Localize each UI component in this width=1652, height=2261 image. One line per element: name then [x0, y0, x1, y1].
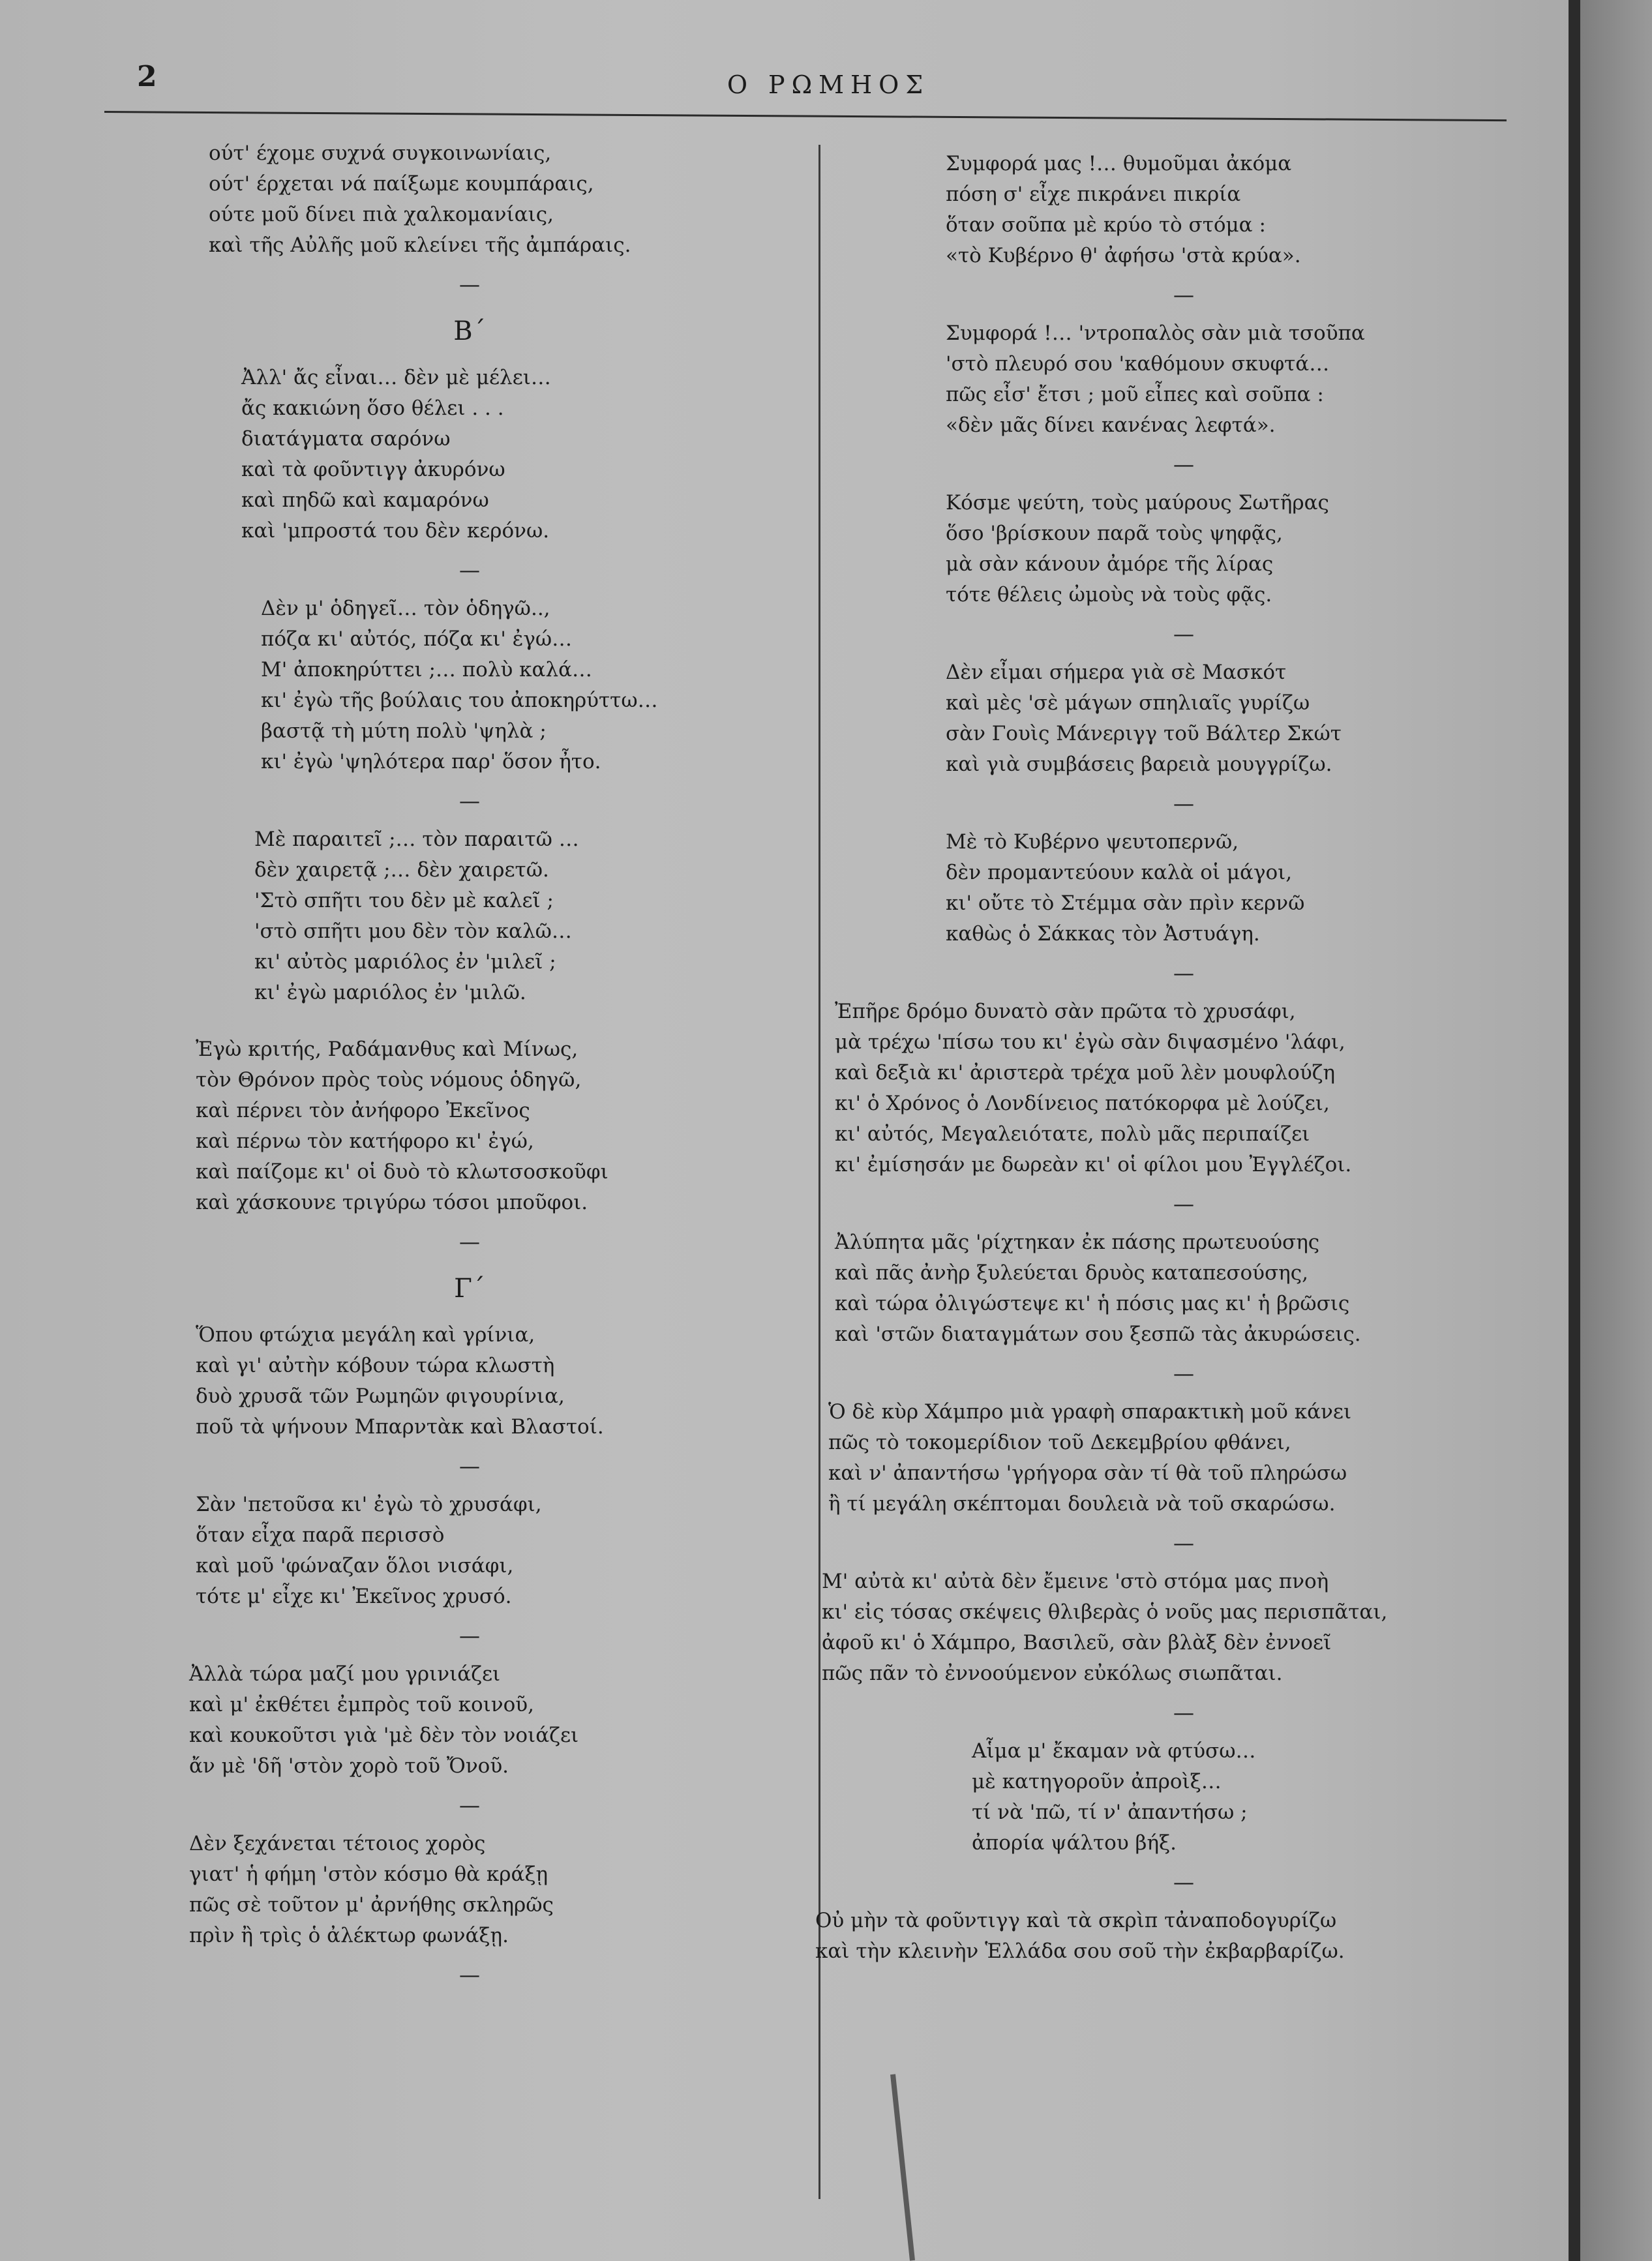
right-stanza-4 [946, 657, 1552, 780]
verse-line: Δὲν εἶμαι σήμερα γιὰ σὲ Μασκότ [946, 661, 1287, 684]
left-stanza-4 [254, 824, 770, 1008]
stanza-gap [170, 1008, 770, 1034]
verse-line: πῶς εἶσ' ἔτσι ; μοῦ εἶπες καὶ σοῦπα : [946, 383, 1324, 406]
separator-dash: — [459, 272, 480, 297]
right-stanza-10 [972, 1736, 1552, 1859]
verse-line: διατάγματα σαρόνω [241, 427, 451, 451]
verse-line: Συμφορά μας !… θυμοῦμαι ἀκόμα [946, 152, 1292, 175]
verse-line: Μ' αὐτὰ κι' αὐτὰ δὲν ἔμεινε 'στὸ στόμα μας πνοὴ [822, 1570, 1329, 1593]
verse-line: Κόσμε ψεύτη, τοὺς μαύρους Σωτῆρας [946, 491, 1329, 515]
verse-line: Σὰν 'πετοῦσα κι' ἐγὼ τὸ χρυσάφι, [196, 1493, 542, 1516]
verse-line: Συμφορά !… 'ντροπαλὸς σὰν μιὰ τσοῦπα [946, 322, 1365, 345]
verse-line: κι' ἐγὼ μαριόλος ἐν 'μιλῶ. [254, 981, 526, 1004]
verse-line: κι' ἐγὼ 'ψηλότερα παρ' ὅσον ἦτο. [261, 750, 601, 773]
verse-line: τί νὰ 'πῶ, τί ν' ἀπαντήσω ; [972, 1801, 1248, 1824]
verse-line: Ἐγὼ κριτής, Ραδάμανθυς καὶ Μίνως, [196, 1038, 578, 1061]
verse-line: καὶ 'μπροστά του δὲν κερόνω. [241, 519, 550, 543]
separator-dash: — [1173, 1700, 1194, 1725]
verse-line: «τὸ Κυβέρνο θ' ἀφήσω 'στὰ κρύα». [946, 244, 1301, 267]
verse-line: ούτ' έχομε συχνά συγκοινωνίαις, [209, 142, 552, 165]
separator-dash: — [1173, 452, 1194, 477]
verse-line: καὶ πέρνει τὸν ἀνήφορο Ἐκεῖνος [196, 1099, 530, 1122]
verse-line: καὶ δεξιὰ κι' ἀριστερὰ τρέχα μοῦ λὲν μουφλούζη [835, 1061, 1336, 1085]
left-column [170, 138, 770, 1998]
section-heading-c: Γ΄ [454, 1274, 485, 1304]
verse-line: κι' οὔτε τὸ Στέμμα σὰν πρὶν κερνῶ [946, 891, 1305, 915]
separator-dash: — [1173, 1870, 1194, 1894]
verse-line: μὰ τρέχω 'πίσω του κι' ἐγὼ σὰν διψασμένο 'λάφι, [835, 1030, 1345, 1054]
verse-line: ὅταν εἶχα παρᾶ περισσὸ [196, 1523, 445, 1547]
left-stanza-9 [189, 1829, 770, 1951]
verse-line: ἀπορία ψάλτου βήξ. [972, 1831, 1177, 1855]
verse-line: καὶ τὴν κλεινὴν Ἑλλάδα σου σοῦ τὴν ἐκβαρβαρίζω. [815, 1939, 1345, 1963]
verse-line: καὶ γιὰ συμβάσεις βαρειὰ μουγγρίζω. [946, 753, 1332, 776]
left-stanza-6 [196, 1320, 770, 1443]
verse-line: 'Στὸ σπῆτι του δὲν μὲ καλεῖ ; [254, 889, 554, 912]
separator-dash: — [1173, 621, 1194, 646]
running-head-title: Ο ΡΩΜΗΟΣ [727, 70, 930, 99]
verse-line: Αἷμα μ' ἔκαμαν νὰ φτύσω… [972, 1739, 1256, 1763]
left-stanza-3 [261, 593, 770, 777]
verse-line: καὶ γι' αὐτὴν κόβουν τώρα κλωστὴ [196, 1354, 555, 1377]
right-stanza-1 [946, 149, 1552, 271]
verse-line: ούτε μοῦ δίνει πιὰ χαλκομανίαις, [209, 203, 554, 226]
verse-line: κι' ὁ Χρόνος ὁ Λονδίνειος πατόκορφα μὲ λούζει, [835, 1092, 1330, 1115]
right-stanza-5 [946, 827, 1552, 950]
right-stanza-8 [828, 1397, 1552, 1520]
verse-line: Οὐ μὴν τὰ φοῦντιγγ καὶ τὰ σκρὶπ τἀναποδογυρίζω [815, 1909, 1337, 1932]
verse-line: Ἐπῆρε δρόμο δυνατὸ σὰν πρῶτα τὸ χρυσάφι, [835, 1000, 1296, 1023]
verse-line: πῶς τὸ τοκομερίδιον τοῦ Δεκεμβρίου φθάνει, [828, 1431, 1291, 1454]
verse-line: καὶ τώρα ὀλιγώστεψε κι' ἡ πόσις μας κι' ἡ βρῶσις [835, 1292, 1350, 1315]
verse-line: ποῦ τὰ ψήνουν Μπαρντὰκ καὶ Βλαστοί. [196, 1415, 604, 1439]
separator-dash: — [1173, 1531, 1194, 1555]
right-stanza-3 [946, 488, 1552, 610]
verse-line: πρὶν ἢ τρὶς ὁ ἀλέκτωρ φωνάξῃ. [189, 1924, 509, 1947]
verse-line: Ἀλλ' ἄς εἶναι… δὲν μὲ μέλει… [241, 366, 551, 389]
verse-line: πῶς σὲ τοῦτον μ' ἀρνήθης σκληρῶς [189, 1893, 554, 1917]
verse-line: Δὲν ξεχάνεται τέτοιος χορὸς [189, 1832, 486, 1855]
verse-line: Ὁ δὲ κὺρ Χάμπρο μιὰ γραφὴ σπαρακτικὴ μοῦ κάνει [828, 1400, 1352, 1424]
verse-line: πόζα κι' αὐτός, πόζα κι' ἐγώ… [261, 627, 573, 651]
verse-line: καὶ πᾶς ἀνὴρ ξυλεύεται δρυὸς καταπεσούσης, [835, 1261, 1308, 1285]
verse-line: ἢ τί μεγάλη σκέπτομαι δουλειὰ νὰ τοῦ σκαρώσω. [828, 1492, 1336, 1516]
left-stanza-2 [241, 363, 770, 547]
verse-line: κι' εἰς τόσας σκέψεις θλιβερὰς ὁ νοῦς μας περισπᾶται, [822, 1600, 1388, 1624]
verse-line: κι' ἐμίσησάν με δωρεὰν κι' οἱ φίλοι μου Ἐγγλέζοι. [835, 1153, 1352, 1176]
verse-line: Ἀλλὰ τώρα μαζί μου γρινιάζει [189, 1662, 501, 1686]
separator-dash: — [1173, 1191, 1194, 1216]
separator-dash: — [459, 788, 480, 813]
verse-line: κι' ἐγὼ τῆς βούλαις του ἀποκηρύττω… [261, 689, 658, 712]
verse-line: καὶ μὲς 'σὲ μάγων σπηλιαῖς γυρίζω [946, 691, 1310, 715]
verse-line: δυὸ χρυσᾶ τῶν Ρωμηῶν φιγουρίνια, [196, 1385, 565, 1408]
separator-dash: — [459, 1454, 480, 1478]
right-column [815, 149, 1552, 1967]
verse-line: Δὲν μ' ὁδηγεῖ… τὸν ὁδηγῶ.., [261, 597, 550, 620]
verse-line: καὶ χάσκουνε τριγύρω τόσοι μποῦφοι. [196, 1191, 588, 1214]
verse-line: καὶ κουκοῦτσι γιὰ 'μὲ δὲν τὸν νοιάζει [189, 1724, 579, 1747]
verse-line: τότε μ' εἶχε κι' Ἐκεῖνος χρυσό. [196, 1585, 512, 1608]
separator-dash: — [1173, 791, 1194, 816]
right-stanza-2 [946, 318, 1552, 441]
verse-line: καὶ μοῦ 'φώναζαν ὅλοι νισάφι, [196, 1554, 514, 1578]
verse-line: καὶ 'στῶν διαταγμάτων σου ξεσπῶ τὰς ἀκυρώσεις. [835, 1323, 1361, 1346]
verse-line: μὰ σὰν κάνουν ἀμόρε τῆς λίρας [946, 552, 1274, 576]
right-stanza-6 [835, 996, 1552, 1180]
verse-line: πόση σ' εἶχε πικράνει πικρία [946, 183, 1241, 206]
verse-line: δὲν χαιρετᾷ ;… δὲν χαιρετῶ. [254, 858, 549, 882]
verse-line: γιατ' ἡ φήμη 'στὸν κόσμο θὰ κράξῃ [189, 1863, 548, 1886]
verse-line: ἀφοῦ κι' ὁ Χάμπρο, Βασιλεῦ, σὰν βλὰξ δὲν ἐννοεῖ [822, 1631, 1332, 1655]
separator-dash: — [1173, 961, 1194, 985]
separator-dash: — [459, 1229, 480, 1254]
page-number: 2 [137, 60, 157, 93]
verse-line: δὲν προμαντεύουν καλὰ οἱ μάγοι, [946, 861, 1293, 884]
verse-line: ούτ' έρχεται νά παίξωμε κουμπάραις, [209, 172, 594, 196]
page-edge-shadow [1569, 0, 1580, 2261]
verse-line: τότε θέλεις ὠμοὺς νὰ τοὺς φᾷς. [946, 583, 1272, 606]
separator-dash: — [459, 1962, 480, 1987]
verse-line: ἄς κακιώνη ὅσο θέλει . . . [241, 397, 504, 420]
separator-dash: — [459, 1623, 480, 1648]
verse-line: καὶ τῆς Αὐλῆς μοῦ κλείνει τῆς ἀμπάραις. [209, 233, 631, 257]
separator-dash: — [1173, 282, 1194, 307]
verse-line: Ἀλύπητα μᾶς 'ρίχτηκαν ἐκ πάσης πρωτευούσης [835, 1231, 1320, 1254]
separator-dash: — [459, 558, 480, 582]
right-stanza-7 [835, 1227, 1552, 1350]
scan-background [1580, 0, 1652, 2261]
verse-line: καὶ πέρνω τὸν κατήφορο κι' ἐγώ, [196, 1130, 534, 1153]
verse-line: καθὼς ὁ Σάκκας τὸν Ἀστυάγη. [946, 922, 1260, 946]
left-stanza-8 [189, 1659, 770, 1782]
verse-line: ὅταν σοῦπα μὲ κρύο τὸ στόμα : [946, 213, 1266, 237]
right-stanza-11 [815, 1906, 1552, 1967]
verse-line: καὶ τὰ φοῦντιγγ ἀκυρόνω [241, 458, 505, 481]
verse-line: Ὅπου φτώχια μεγάλη καὶ γρίνια, [196, 1323, 535, 1347]
verse-line: βαστᾷ τὴ μύτη πολὺ 'ψηλὰ ; [261, 719, 547, 743]
verse-line: καὶ ν' ἀπαντήσω 'γρήγορα σὰν τί θὰ τοῦ πληρώσω [828, 1461, 1347, 1485]
verse-line: 'στὸ πλευρό σου 'καθόμουν σκυφτά… [946, 352, 1330, 376]
verse-line: καὶ πηδῶ καὶ καμαρόνω [241, 488, 489, 512]
separator-dash: — [459, 1793, 480, 1818]
verse-line: σὰν Γουὶς Μάνεριγγ τοῦ Βάλτερ Σκώτ [946, 722, 1342, 745]
verse-line: μὲ κατηγοροῦν ἀπροὶξ… [972, 1770, 1222, 1793]
verse-line: 'στὸ σπῆτι μου δὲν τὸν καλῶ… [254, 920, 572, 943]
verse-line: καὶ παίζομε κι' οἱ δυὸ τὸ κλωτσοσκοῦφι [196, 1160, 608, 1184]
verse-line: Μὲ τὸ Κυβέρνο ψευτοπερνῶ, [946, 830, 1239, 854]
separator-dash: — [1173, 1361, 1194, 1386]
verse-line: τὸν Θρόνον πρὸς τοὺς νόμους ὁδηγῶ, [196, 1068, 582, 1092]
verse-line: ἄν μὲ 'δῆ 'στὸν χορὸ τοῦ Ὄνοῦ. [189, 1754, 509, 1778]
verse-line: Μὲ παραιτεῖ ;… τὸν παραιτῶ … [254, 828, 579, 851]
verse-line: κι' αὐτὸς μαριόλος ἐν 'μιλεῖ ; [254, 950, 556, 974]
verse-line: καὶ μ' ἐκθέτει ἐμπρὸς τοῦ κοινοῦ, [189, 1693, 534, 1716]
verse-line: Μ' ἀποκηρύττει ;… πολὺ καλά… [261, 658, 593, 681]
left-stanza-5 [196, 1034, 770, 1218]
verse-line: «δὲν μᾶς δίνει κανένας λεφτά». [946, 413, 1276, 437]
right-stanza-9 [822, 1566, 1552, 1689]
left-stanza-1 [209, 138, 770, 261]
left-stanza-7 [196, 1490, 770, 1612]
section-heading-b: Β΄ [453, 316, 486, 346]
verse-line: πῶς πᾶν τὸ ἐννοούμενον εὐκόλως σιωπᾶται. [822, 1662, 1283, 1685]
verse-line: κι' αὐτός, Μεγαλειότατε, πολὺ μᾶς περιπαίζει [835, 1122, 1310, 1146]
verse-line: ὅσο 'βρίσκουν παρᾶ τοὺς ψηφᾷς, [946, 522, 1283, 545]
